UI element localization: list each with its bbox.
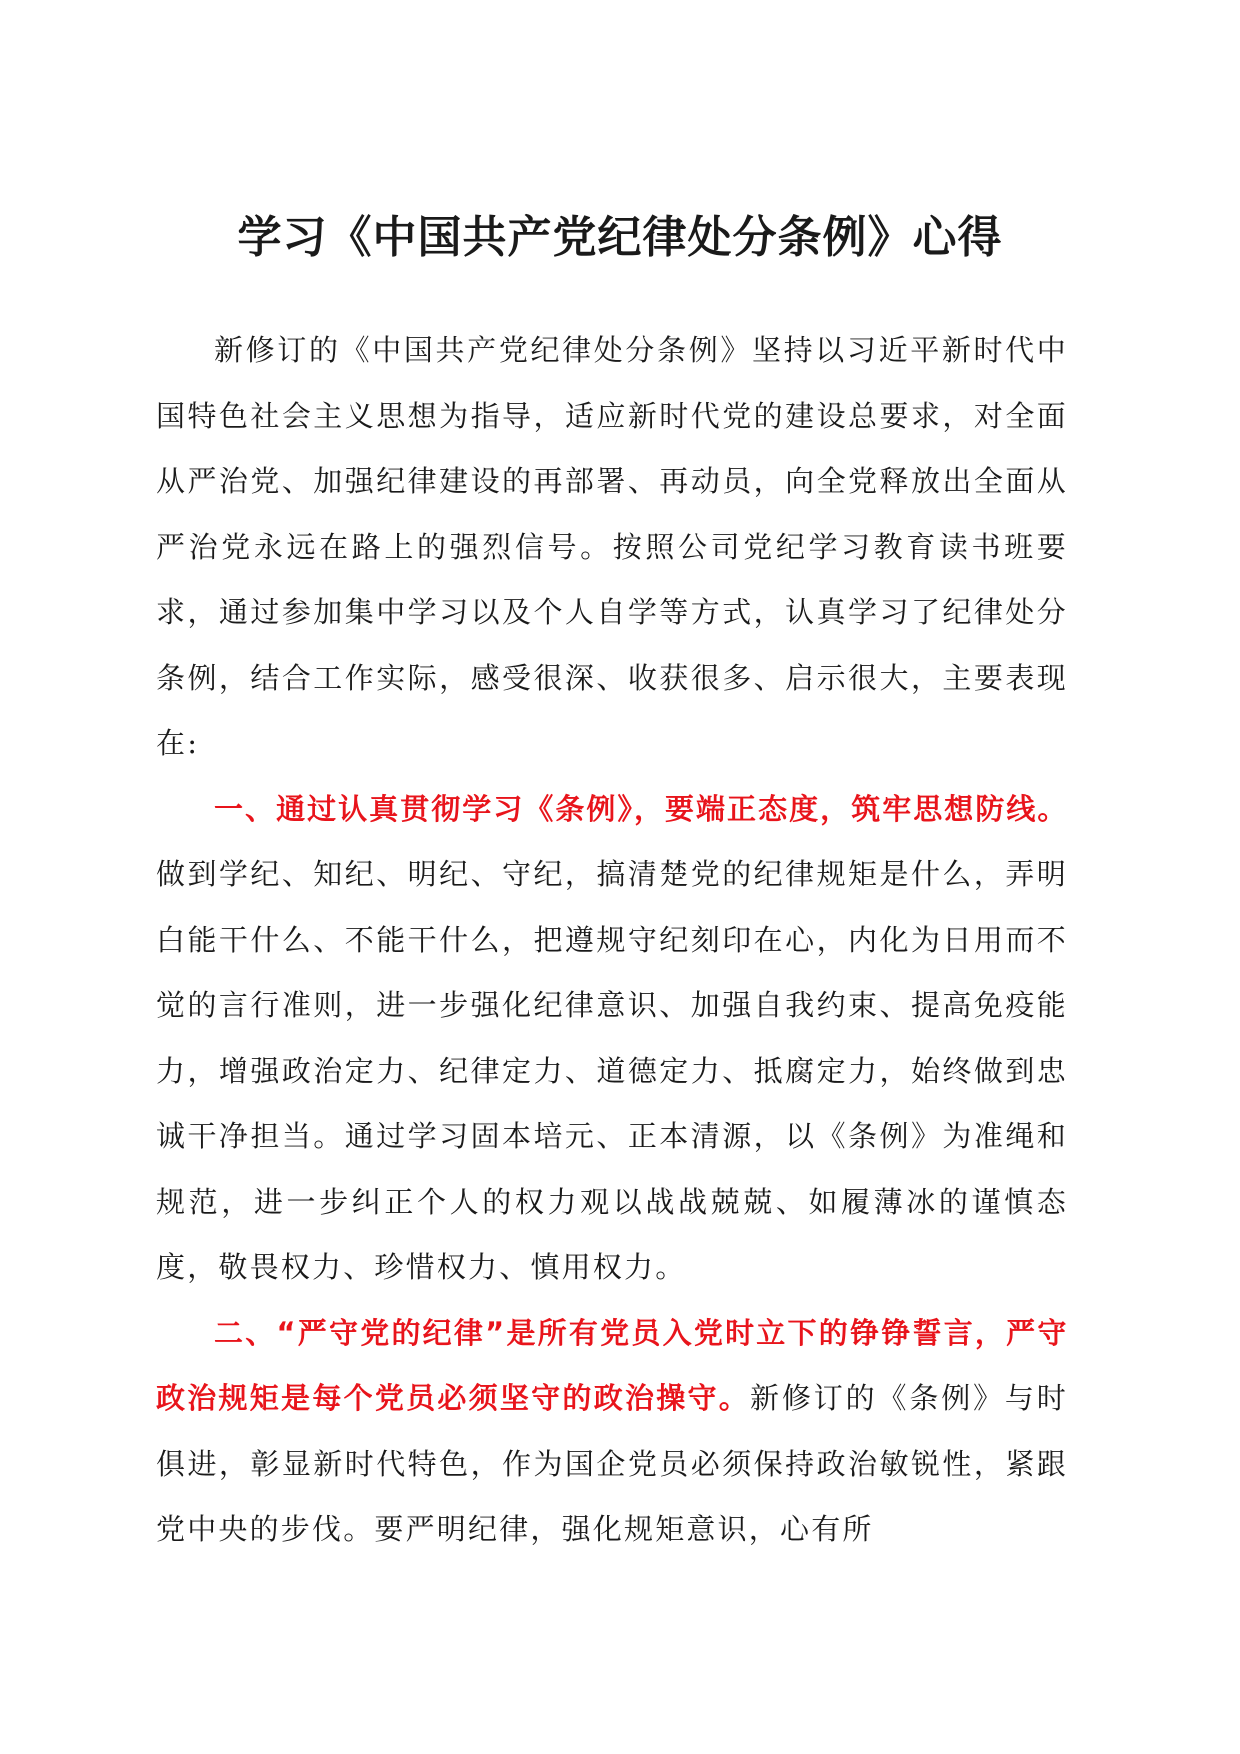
paragraph-point-1-text: 做到学纪、知纪、明纪、守纪，搞清楚党的纪律规矩是什么，弄明白能干什么、不能干什么，把遵规守纪刻印在心，内化为日用而不觉的言行准则，进一步强化纪律意识、加强自我约束、提高免疫能力，增强政治定力、纪律定力、道德定力、抵腐定力，始终做到忠诚干净担当。通过学习固本培元、正本清源，以《条例》为准绳和规范，进一步纠正个人的权力观以战战兢兢、如履薄冰的谨慎态度，敬畏权力、珍惜权力、慎用权力。 <box>156 857 1068 1284</box>
paragraph-point-2-text: 新修订的《条例》与时俱进，彰显新时代特色，作为国企党员必须保持政治敏锐性，紧跟党中央的步伐。要严明纪律，强化规矩意识，心有所 <box>156 1381 1068 1546</box>
paragraph-point-1 <box>156 777 1068 1301</box>
document-title: 学习《中国共产党纪律处分条例》心得 <box>237 212 1003 263</box>
document-body <box>156 318 1068 1563</box>
paragraph-point-2 <box>156 1301 1068 1563</box>
paragraph-point-2-heading: 二、“严守党的纪律”是所有党员入党时立下的铮铮誓言，严守政治规矩是每个党员必须坚守的政治操守。 <box>156 1315 1068 1415</box>
paragraph-point-1-heading: 一、通过认真贯彻学习《条例》，要端正态度，筑牢思想防线。 <box>214 791 1068 826</box>
paragraph-intro-text: 新修订的《中国共产党纪律处分条例》坚持以习近平新时代中国特色社会主义思想为指导，适应新时代党的建设总要求，对全面从严治党、加强纪律建设的再部署、再动员，向全党释放出全面从严治党永远在路上的强烈信号。按照公司党纪学习教育读书班要求，通过参加集中学习以及个人自学等方式，认真学习了纪律处分条例，结合工作实际，感受很深、收获很多、启示很大，主要表现在: <box>156 333 1068 760</box>
paragraph-intro <box>156 318 1068 777</box>
